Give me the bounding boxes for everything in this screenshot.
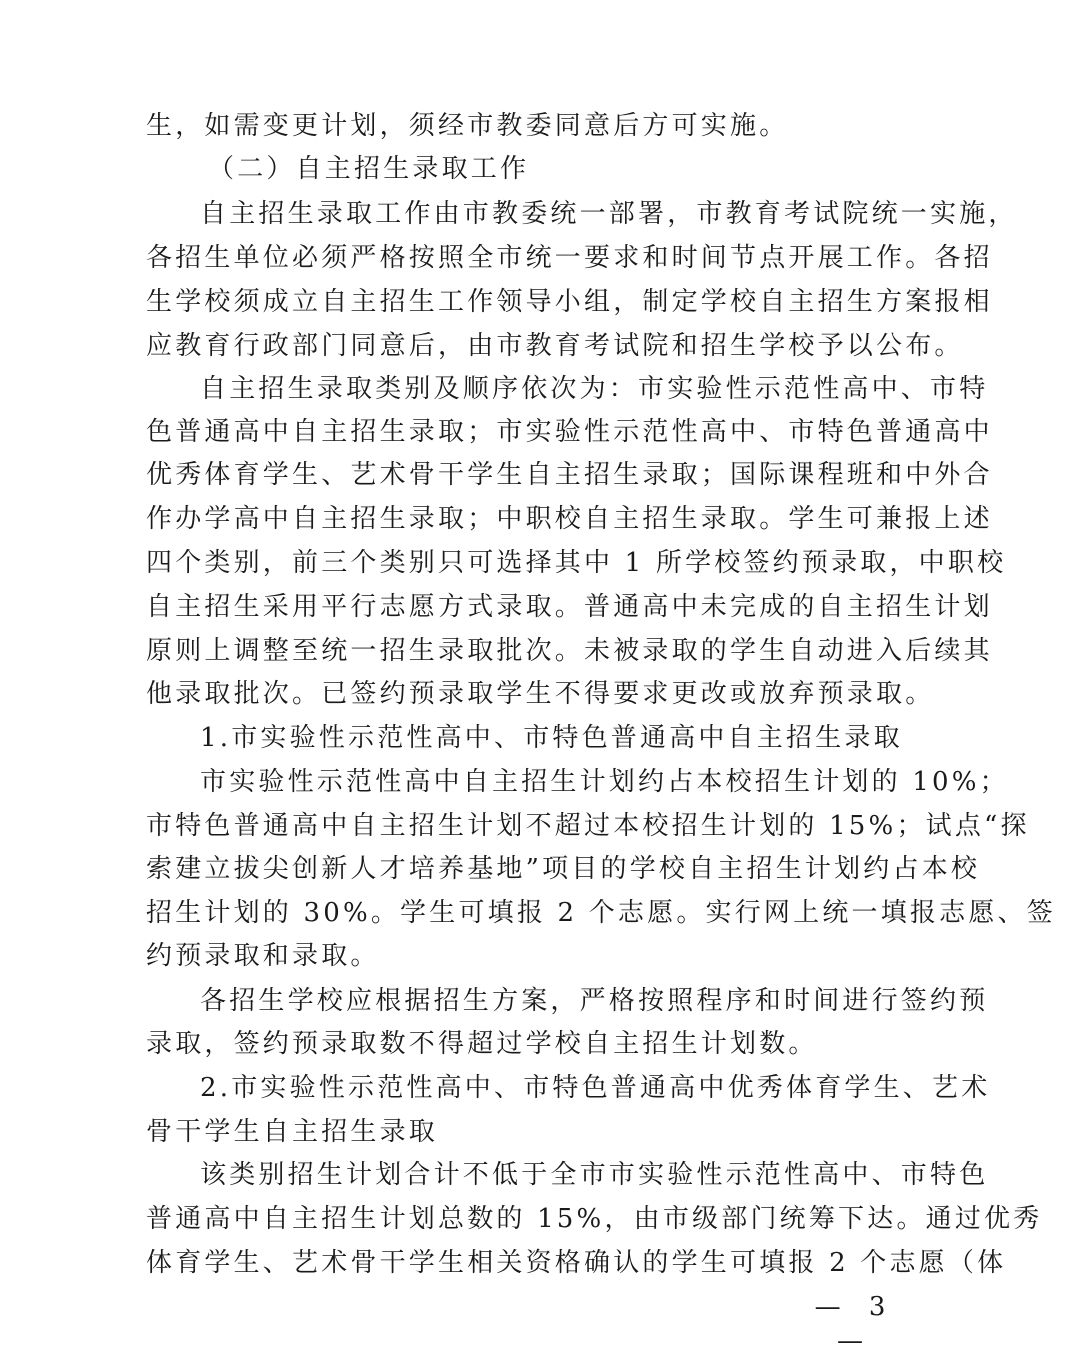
text-line: 招生计划的 30%。学生可填报 2 个志愿。实行网上统一填报志愿、签 xyxy=(146,898,1056,928)
text-line: 该类别招生计划合计不低于全市市实验性示范性高中、市特色 xyxy=(200,1160,989,1190)
text-line: 自主招生采用平行志愿方式录取。普通高中未完成的自主招生计划 xyxy=(146,592,993,622)
text-line: 索建立拔尖创新人才培养基地”项目的学校自主招生计划约占本校 xyxy=(146,854,981,884)
text-line: 自主招生录取工作由市教委统一部署，市教育考试院统一实施， xyxy=(200,199,1018,229)
subsection-heading-cont: 骨干学生自主招生录取 xyxy=(146,1117,439,1147)
text-line: 各招生学校应根据招生方案，严格按照程序和时间进行签约预 xyxy=(200,986,989,1016)
text-line: 原则上调整至统一招生录取批次。未被录取的学生自动进入后续其 xyxy=(146,636,993,666)
section-heading: （二）自主招生录取工作 xyxy=(208,154,530,184)
text-line: 应教育行政部门同意后，由市教育考试院和招生学校予以公布。 xyxy=(146,331,964,361)
text-line: 四个类别，前三个类别只可选择其中 1 所学校签约预录取，中职校 xyxy=(146,548,1007,578)
text-line: 各招生单位必须严格按照全市统一要求和时间节点开展工作。各招 xyxy=(146,243,993,273)
text-line: 自主招生录取类别及顺序依次为：市实验性示范性高中、市特 xyxy=(200,374,989,404)
subsection-heading: 1.市实验性示范性高中、市特色普通高中自主招生录取 xyxy=(200,723,903,753)
text-line: 体育学生、艺术骨干学生相关资格确认的学生可填报 2 个志愿（体 xyxy=(146,1248,1007,1278)
text-line: 他录取批次。已签约预录取学生不得要求更改或放弃预录取。 xyxy=(146,679,935,709)
text-line: 生学校须成立自主招生工作领导小组，制定学校自主招生方案报相 xyxy=(146,287,993,317)
text-line: 约预录取和录取。 xyxy=(146,941,380,971)
text-line: 作办学高中自主招生录取；中职校自主招生录取。学生可兼报上述 xyxy=(146,504,993,534)
text-line: 生，如需变更计划，须经市教委同意后方可实施。 xyxy=(146,111,789,141)
subsection-heading: 2.市实验性示范性高中、市特色普通高中优秀体育学生、艺术 xyxy=(200,1073,991,1103)
text-line: 市实验性示范性高中自主招生计划约占本校招生计划的 10%； xyxy=(200,767,1009,797)
text-line: 市特色普通高中自主招生计划不超过本校招生计划的 15%；试点“探 xyxy=(146,811,1030,841)
text-line: 普通高中自主招生计划总数的 15%，由市级部门统筹下达。通过优秀 xyxy=(146,1204,1043,1234)
text-line: 色普通高中自主招生录取；市实验性示范性高中、市特色普通高中 xyxy=(146,417,993,447)
text-line: 优秀体育学生、艺术骨干学生自主招生录取；国际课程班和中外合 xyxy=(146,460,993,490)
text-line: 录取，签约预录取数不得超过学校自主招生计划数。 xyxy=(146,1029,818,1059)
page-number: — 3 — xyxy=(814,1292,896,1356)
